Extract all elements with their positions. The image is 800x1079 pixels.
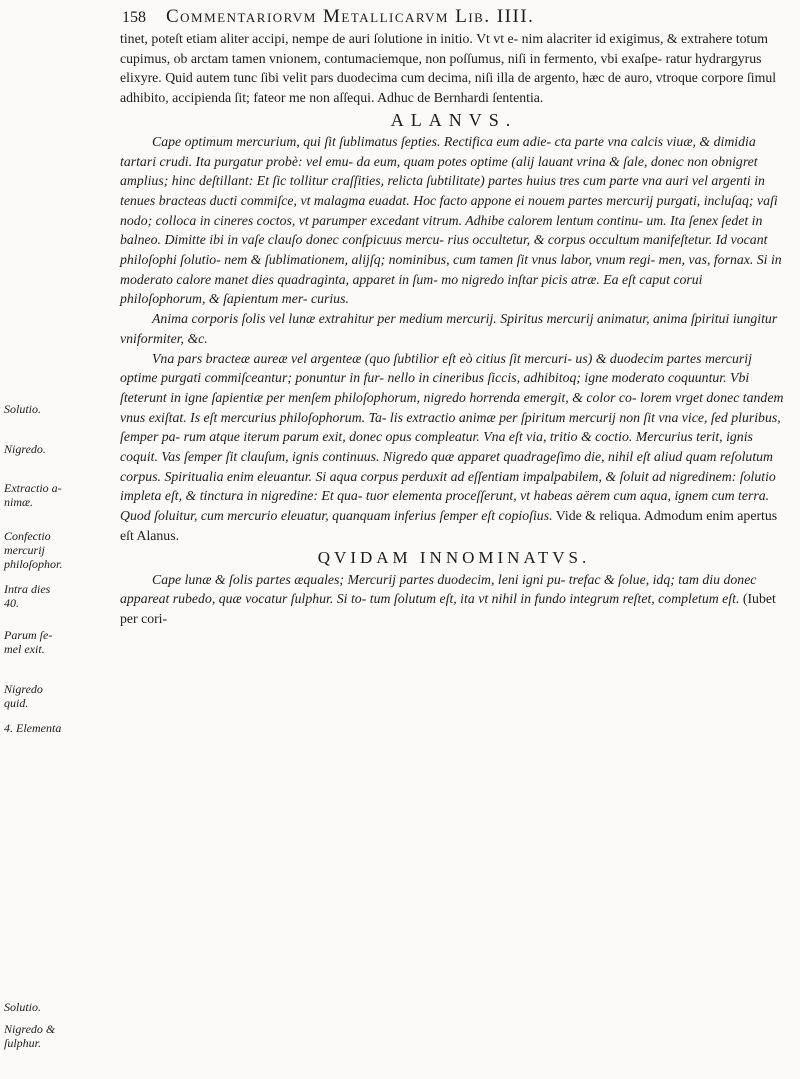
margin-note: Intra dies 40. — [4, 582, 51, 610]
alanus-paragraph: Cape optimum mercurium, qui ſit ſublimatus ſepties. Rectifica eum adie- cta parte vna calcis viuæ, & dimidia tartari crudi. Ita purgatur probè: vel emu- da eum, quam potes optime (alij lauant vrina & ſale, donec non obnigret amplius; hinc deſtillant: Et ſic tollitur craſſities, relicta ſubtilitate) partes huius tres cum parte vna auri vel argenti in tenues bracteas ducti commiſce, vt malagma euadat. Hoc facto appone ei nouem partes mercurij purgati, incluſaq; vaſi nodo; colloca in cineres coctos, vt parumper excedant vitrum. Adhibe calorem lentum continu- um. Ita ſenex ſedet in balneo. Dimitte ibi in vaſe clauſo donec conſpicuus mercu- rius occultetur, & corpus occultum manifeſtetur. Id vocant philoſophi ſolutio- nem & ſublimationem, alijſq; nominibus, cum tamen ſit vnus labor, vnum regi- men, vas, fornax. Si in moderato calore manet dies quadraginta, apparet in ſum- mo nigredo inſtar picis atræ. Ea eſt caput corui philoſophorum, & ſapientum mer- curius. — [120, 133, 782, 307]
opening-paragraph: tinet, poteſt etiam aliter accipi, nempe de auri ſolutione in initio. Vt vt e- nim alacriter id exigimus, & extrahere totum cupimus, ob arctam tamen vnionem, contumaciemque, non poſſumus, niſi in fermento, vbi exaſpe- ratur hydrargyrus elixyre. Quid autem tunc ſibi velit pars duodecima cum decima, niſi illa de argento, hæc de auro, vtroque corpore ſimul adhibito, accipienda ſit; fateor me non aſſequi. Adhuc de Bernhardi ſententia. — [120, 31, 777, 106]
margin-note: Parum ſe- mel exit. — [4, 628, 53, 656]
main-text — [120, 29, 788, 629]
margin-note: Nigredo & ſulphur. — [4, 1022, 56, 1050]
margin-note: Solutio. — [4, 1000, 42, 1014]
quidam-text: Cape lunæ & ſolis partes æquales; Mercurij partes duodecim, leni igni pu- trefac & ſolue, idq; tam diu donec appareat rubedo, quæ vocatur ſulphur. Si to- tum ſolutum eſt, ita vt nihil in fundo integrum reſtet, completum eſt. — [120, 571, 757, 607]
heading-alanus: ALANVS. — [390, 109, 518, 130]
margin-note: Confectio mercurij philoſophor. — [4, 529, 63, 571]
heading-quidam: QVIDAM INNOMINATVS. — [317, 547, 591, 567]
quidam-paragraph — [120, 570, 788, 629]
confectio-text: Vna pars bracteæ aureæ vel argenteæ (quo ſubtilior eſt eò citius ſit mercuri- us) & duodecim partes mercurij optime purgati commiſceantur; ponuntur in fur- nello in cineribus ſiccis, adhibitoq; igne moderato coquuntur. Vbi ſteterunt in igne ſapientiæ per menſem philoſophorum, nigredo horrenda emergit, & color co- lorem vrget donec tandem vnus exiſtat. Is eſt mercurius philoſophorum. Ta- lis extractio animæ per ſpiritum mercurij non ſit vna vice, ſed pluribus, ſemper pa- rum atque iterum parum exit, donec opus compleatur. Vna eſt via, tritio & coctio. Mercurius terit, ignis coquit. Vas ſemper ſit clauſum, ignis continuus. Nigredo quæ apparet quadrageſimo die, nihil eſt aliud quam reſolutum corpus. Spiritualia enim eleuantur. Si aqua corpus perduxit ad eſſentiam impalpabilem, & ſoluit ad nigredinem: ſolutio impleta eſt, & tinctura in nigredine: Et qua- tuor elementa proceſſerunt, vt habeas aërem cum aqua, ignem cum terra. Quod ſoluitur, cum mercurio eleuatur, quanquam inferius ſemper eſt copioſius. — [120, 350, 784, 524]
margin-note: Extractio a- nimæ. — [4, 481, 62, 509]
page-number: 158 — [122, 9, 146, 26]
confectio-paragraph — [120, 349, 788, 546]
running-title: Commentariorvm Metallicarvm Lib. IIII. — [166, 6, 535, 27]
quidam-tail: (Iubet per cori- — [120, 591, 776, 626]
anima-paragraph: Anima corporis ſolis vel lunæ extrahitur per medium mercurij. Spiritus mercurij animatur, anima ſpiritui iungitur vniformiter, &c. — [120, 311, 778, 346]
margin-note: Nigredo quid. — [4, 682, 43, 710]
running-header — [122, 6, 782, 28]
margin-note: Solutio. — [4, 402, 42, 416]
margin-note: Nigredo. — [4, 442, 46, 456]
confectio-tail: Vide & reliqua. Admodum enim apertus eſt Alanus. — [120, 508, 778, 543]
margin-note: 4. Elementa — [4, 721, 62, 735]
